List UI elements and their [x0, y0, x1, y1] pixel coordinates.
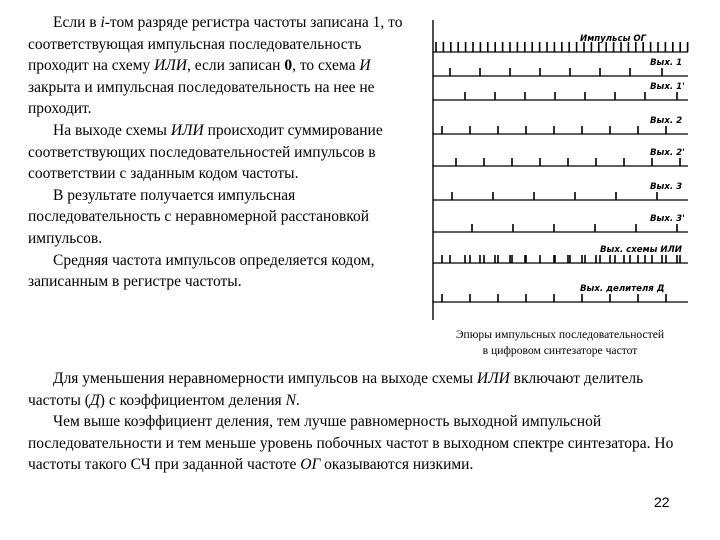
paragraph-divider: Для уменьшения неравномерности импульсов на выходе схемы ИЛИ включают делитель частоты (Д) с коэффициентом деления N.	[28, 370, 644, 409]
pulse-row-label: Импульсы ОГ	[580, 34, 647, 44]
pulse-row	[433, 214, 688, 232]
pulse-row-label: Вых. 1	[650, 58, 683, 68]
pulse-row	[433, 82, 688, 100]
pulse-row	[433, 34, 688, 52]
pulse-row-label: Вых. 1'	[650, 82, 685, 92]
paragraph-coefficient: Чем выше коэффициент деления, тем лучше равномерность выходной импульсной последовательности и тем меньше уровень побочных частот в выходном спектре синтезатора. Но частоты такого СЧ при заданной частоте ОГ оказываются низкими.	[28, 413, 674, 474]
pulse-row	[433, 284, 688, 302]
pulse-row-label: Вых. делителя Д	[580, 284, 665, 294]
pulse-diagram-svg	[430, 20, 692, 320]
pulse-row	[433, 245, 688, 263]
pulse-row-label: Вых. 2'	[650, 148, 685, 158]
pulse-row-label: Вых. 3	[650, 182, 683, 192]
pulse-row	[433, 148, 688, 166]
pulse-diagram	[430, 20, 692, 320]
pulse-row	[433, 58, 688, 76]
paragraph-result: В результате получается импульсная последовательность с неравномерной расстановкой импульсов.	[28, 186, 370, 247]
caption-line-2: в цифровом синтезаторе частот	[482, 344, 638, 357]
left-text-block	[28, 12, 408, 293]
page-number: 22	[654, 494, 670, 510]
pulse-row	[433, 182, 688, 200]
pulse-row-label: Вых. 2	[650, 116, 683, 126]
bottom-text-block	[28, 368, 693, 476]
paragraph-summation: На выходе схемы ИЛИ происходит суммирование соответствующих последовательностей импульсов в соответствии с заданным кодом частоты.	[28, 121, 383, 183]
paragraph-average: Средняя частота импульсов определяется кодом, записанным в регистре частоты.	[28, 251, 375, 291]
caption-line-1: Эпюры импульсных последовательностей	[455, 328, 665, 341]
pulse-row-label: Вых. 3'	[650, 214, 685, 224]
pulse-row-label: Вых. схемы ИЛИ	[600, 245, 682, 255]
figure-caption	[424, 327, 696, 359]
paragraph-register: Если в i-том разряде регистра частоты записана 1, то соответствующая импульсная последовательность проходит на схему ИЛИ, если записан 0, то схема И закрыта и импульсная последовательность на нее не проходит.	[28, 14, 403, 118]
pulse-row	[433, 116, 688, 134]
